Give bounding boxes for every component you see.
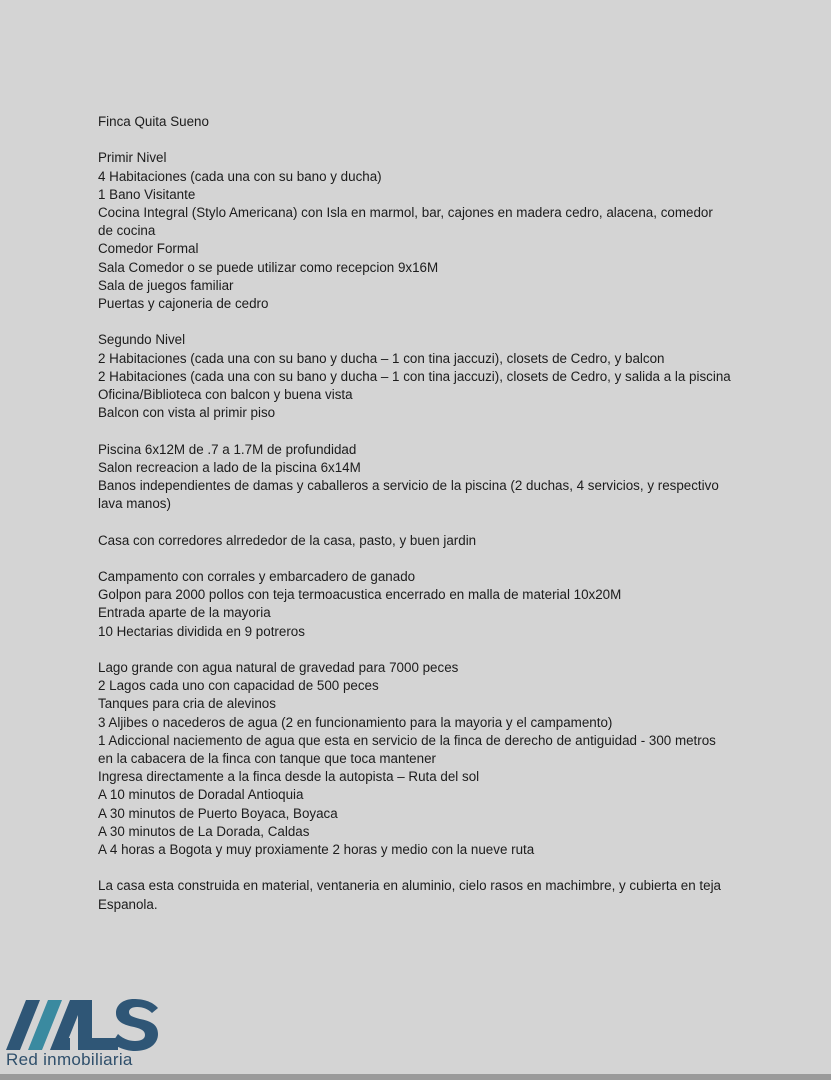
list-item: Espanola. (98, 896, 158, 912)
list-item: A 30 minutos de Puerto Boyaca, Boyaca (98, 805, 338, 821)
list-item: Campamento con corrales y embarcadero de ganado (98, 569, 416, 584)
spacer (98, 513, 798, 531)
list-item: Piscina 6x12M de .7 a 1.7M de profundidad (98, 441, 357, 457)
list-item: Oficina/Biblioteca con balcon y buena vista (98, 387, 353, 403)
list-item: Tanques para cria de alevinos (98, 696, 276, 712)
list-item: Cocina Integral (Stylo Americana) con Isla en marmol, bar, cajones en madera cedro, alacena, comedor (98, 205, 713, 220)
list-item: Casa con corredores alrrededor de la casa, pasto, y buen jardin (98, 532, 477, 548)
list-item: 4 Habitaciones (cada una con su bano y ducha) (98, 168, 382, 184)
section-campamento (98, 568, 798, 641)
list-item: Lago grande con agua natural de gravedad para 7000 peces (98, 660, 459, 675)
spacer (98, 131, 798, 149)
mls-logo (6, 998, 206, 1073)
section-heading: Primir Nivel (98, 150, 167, 166)
list-item: 10 Hectarias dividida en 9 potreros (98, 623, 305, 639)
spacer (98, 313, 798, 331)
list-item: 2 Lagos cada uno con capacidad de 500 peces (98, 678, 379, 694)
logo-subtitle: Red inmobiliaria (6, 1050, 133, 1069)
list-item: A 30 minutos de La Dorada, Caldas (98, 823, 310, 839)
list-item: Comedor Formal (98, 241, 199, 257)
list-item: Banos independientes de damas y caballeros a servicio de la piscina (2 duchas, 4 servicios, y respectivo (98, 478, 719, 494)
section-casa (98, 532, 798, 550)
list-item: lava manos) (98, 496, 171, 512)
list-item: A 4 horas a Bogota y muy proxiamente 2 horas y medio con la nueve ruta (98, 842, 535, 858)
section-construccion (98, 877, 798, 913)
list-item: 2 Habitaciones (cada una con su bano y ducha – 1 con tina jaccuzi), closets de Cedro, y salida a la piscina (98, 368, 731, 384)
list-item: 1 Bano Visitante (98, 186, 196, 202)
list-item: de cocina (98, 223, 156, 239)
bottom-bar (0, 1074, 831, 1080)
spacer (98, 550, 798, 568)
document-title: Finca Quita Sueno (98, 114, 209, 129)
list-item: Salon recreacion a lado de la piscina 6x14M (98, 459, 361, 475)
list-item: Sala de juegos familiar (98, 277, 234, 293)
document-body (98, 113, 798, 914)
list-item: A 10 minutos de Doradal Antioquia (98, 787, 304, 803)
list-item: 2 Habitaciones (cada una con su bano y ducha – 1 con tina jaccuzi), closets de Cedro, y balcon (98, 350, 665, 366)
spacer (98, 859, 798, 877)
spacer (98, 422, 798, 440)
mls-logo-mark (6, 998, 166, 1052)
list-item: Sala Comedor o se puede utilizar como recepcion 9x16M (98, 259, 439, 275)
list-item: Entrada aparte de la mayoria (98, 605, 271, 621)
list-item: en la cabacera de la finca con tanque que toca mantener (98, 751, 436, 767)
section-agua-ubicacion (98, 659, 798, 859)
section-primer-nivel (98, 149, 798, 313)
list-item: 3 Aljibes o nacederos de agua (2 en funcionamiento para la mayoria y el campamento) (98, 714, 613, 730)
spacer (98, 641, 798, 659)
section-segundo-nivel (98, 331, 798, 422)
list-item: Balcon con vista al primir piso (98, 405, 276, 421)
list-item: Golpon para 2000 pollos con teja termoacustica encerrado en malla de material 10x20M (98, 587, 622, 603)
list-item: La casa esta construida en material, ventaneria en aluminio, cielo rasos en machimbre, y cubierta en teja (98, 878, 721, 894)
list-item: Ingresa directamente a la finca desde la autopista – Ruta del sol (98, 769, 480, 785)
section-piscina (98, 441, 798, 514)
section-heading: Segundo Nivel (98, 332, 186, 348)
list-item: Puertas y cajoneria de cedro (98, 296, 269, 312)
list-item: 1 Adiccional naciemento de agua que esta en servicio de la finca de derecho de antiguidad - 300 metros (98, 732, 716, 748)
